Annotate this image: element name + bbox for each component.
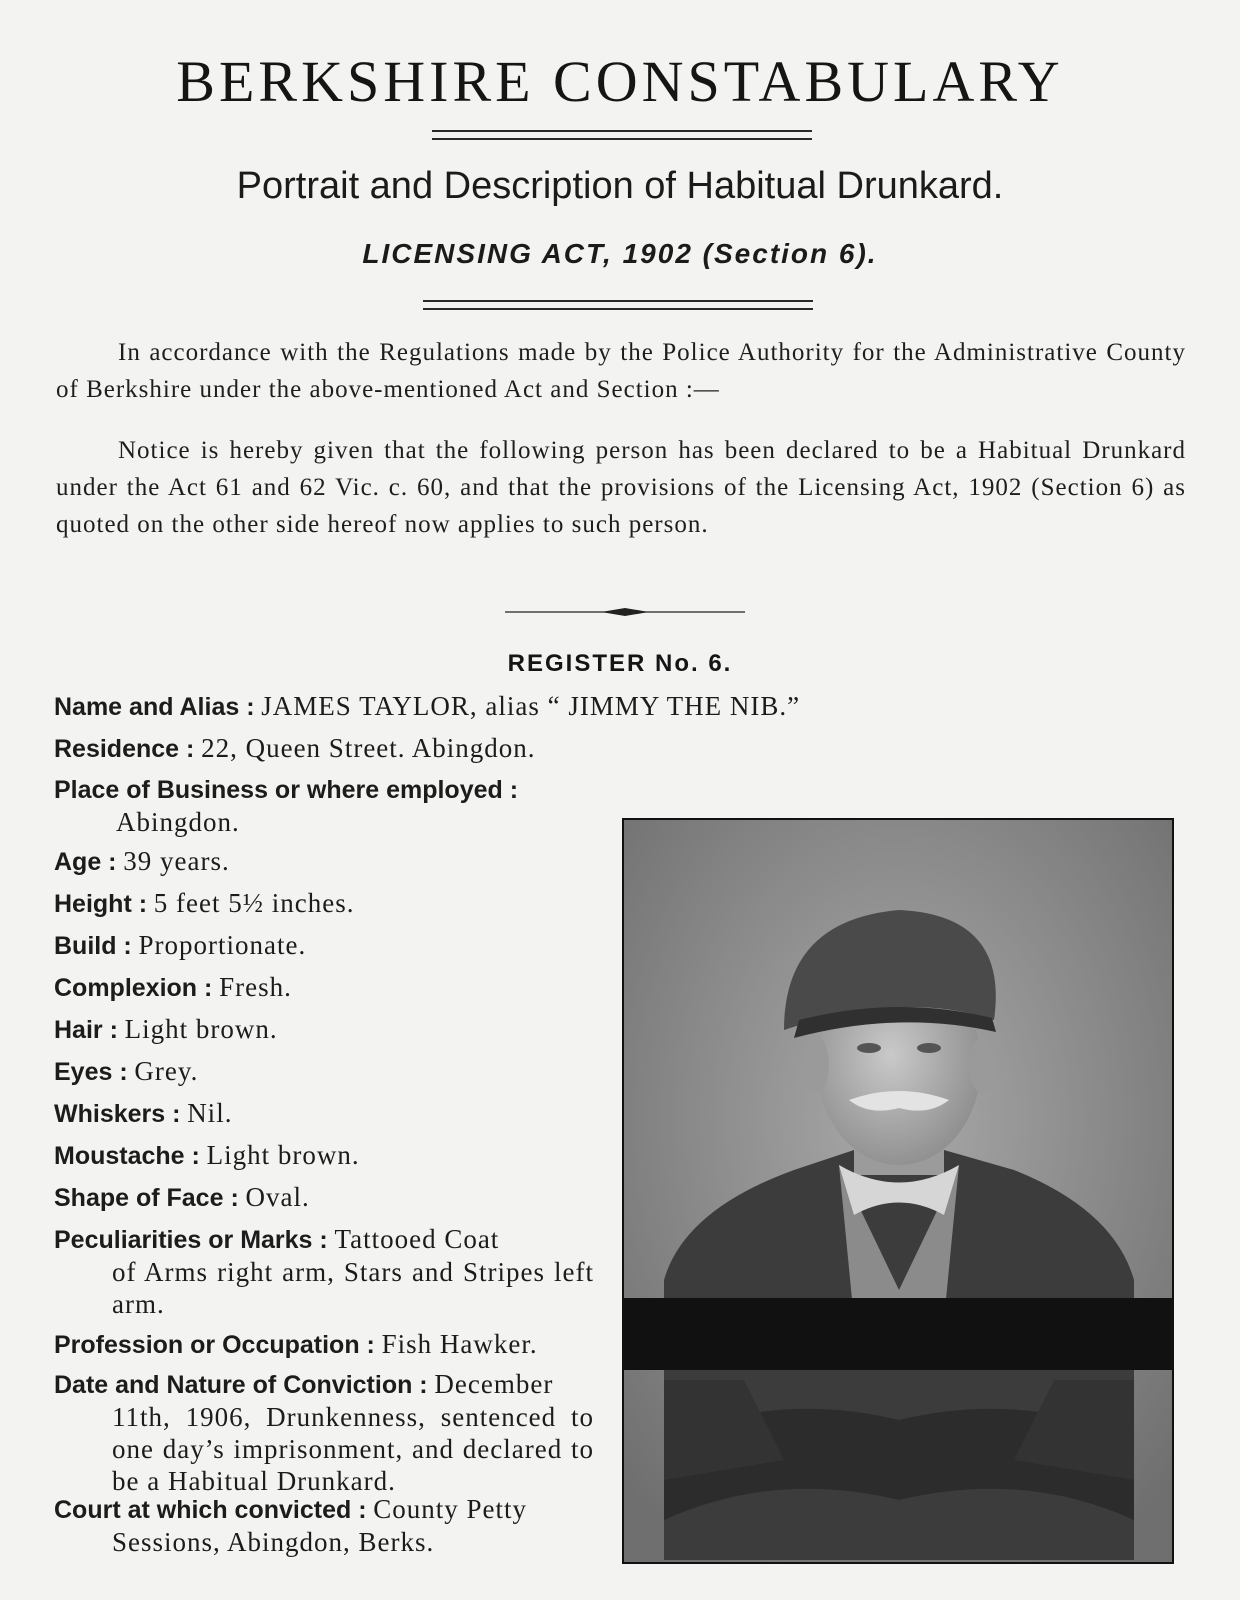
field-court: [54, 1493, 594, 1558]
act-divider: [423, 300, 813, 310]
field-court-value-cont: Sessions, Abingdon, Berks.: [112, 1527, 435, 1557]
field-name: [54, 690, 1154, 723]
field-whiskers: [54, 1097, 594, 1130]
field-marks: [54, 1223, 594, 1320]
field-build-value: Proportionate.: [138, 930, 307, 960]
field-residence: [54, 732, 594, 765]
field-complexion-label: Complexion :: [54, 974, 213, 1002]
field-marks-value-cont: of Arms right arm, Stars and Stripes left arm.: [112, 1257, 594, 1319]
field-name-label: Name and Alias :: [54, 693, 255, 721]
field-moustache-value: Light brown.: [206, 1140, 360, 1170]
field-marks-label: Peculiarities or Marks :: [54, 1226, 328, 1254]
field-occupation-label: Profession or Occupation :: [54, 1331, 375, 1359]
intro-text: In accordance with the Regulations made by the Police Authority for the Administrative County of Berkshire under the above-mentioned Act and Section :—: [56, 339, 1186, 403]
field-whiskers-value: Nil.: [187, 1098, 233, 1128]
portrait-illustration: [624, 820, 1172, 1562]
field-hair: [54, 1013, 594, 1046]
notice-paragraph: [56, 432, 1186, 543]
field-eyes: [54, 1055, 594, 1088]
field-court-value: County Petty: [373, 1494, 528, 1524]
field-conviction-label: Date and Nature of Conviction :: [54, 1371, 428, 1399]
ornament-divider: [505, 605, 745, 619]
field-whiskers-label: Whiskers :: [54, 1100, 181, 1128]
field-court-label: Court at which convicted :: [54, 1496, 367, 1524]
field-business: [54, 774, 594, 838]
field-build: [54, 929, 594, 962]
register-number: REGISTER No. 6.: [507, 650, 733, 677]
field-business-label: Place of Business or where employed :: [54, 776, 519, 804]
field-moustache-label: Moustache :: [54, 1142, 200, 1170]
notice-text: Notice is hereby given that the following person has been declared to be a Habitual Drunkard under the Act 61 and 62 Vic. c. 60, and that the provisions of the Licensing Act, 1902 (Section 6) as quoted on the other side hereof now applies to such person.: [56, 437, 1186, 538]
field-eyes-value: Grey.: [134, 1056, 199, 1086]
field-complexion-value: Fresh.: [219, 972, 292, 1002]
field-height: [54, 887, 594, 920]
field-hair-label: Hair :: [54, 1016, 118, 1044]
field-occupation: [54, 1328, 594, 1361]
title-divider: [432, 130, 812, 140]
field-age-value: 39 years.: [123, 846, 230, 876]
field-age-label: Age :: [54, 848, 117, 876]
field-complexion: [54, 971, 594, 1004]
subtitle: Portrait and Description of Habitual Drunkard.: [236, 165, 1004, 207]
field-face: [54, 1181, 594, 1214]
act-reference: LICENSING ACT, 1902 (Section 6).: [362, 238, 878, 269]
field-business-value: Abingdon.: [116, 807, 240, 837]
field-conviction-value: December: [434, 1369, 554, 1399]
field-height-label: Height :: [54, 890, 148, 918]
field-conviction: [54, 1368, 594, 1497]
page-title: BERKSHIRE CONSTABULARY: [176, 49, 1064, 114]
field-height-value: 5 feet 5½ inches.: [153, 888, 355, 918]
field-marks-value: Tattooed Coat: [334, 1224, 500, 1254]
field-moustache: [54, 1139, 594, 1172]
field-occupation-value: Fish Hawker.: [381, 1329, 538, 1359]
portrait-photo: [622, 818, 1174, 1564]
intro-paragraph: [56, 334, 1186, 408]
field-name-value: JAMES TAYLOR, alias “ JIMMY THE NIB.”: [261, 691, 801, 721]
field-eyes-label: Eyes :: [54, 1058, 128, 1086]
field-hair-value: Light brown.: [124, 1014, 278, 1044]
field-face-label: Shape of Face :: [54, 1184, 239, 1212]
field-conviction-value-cont: 11th, 1906, Drunkenness, sentenced to one day’s imprisonment, and declared to be a Habitual Drunkard.: [112, 1402, 594, 1496]
field-build-label: Build :: [54, 932, 132, 960]
field-residence-label: Residence :: [54, 735, 195, 763]
field-residence-value: 22, Queen Street. Abingdon.: [201, 733, 536, 763]
field-face-value: Oval.: [245, 1182, 310, 1212]
field-age: [54, 845, 594, 878]
